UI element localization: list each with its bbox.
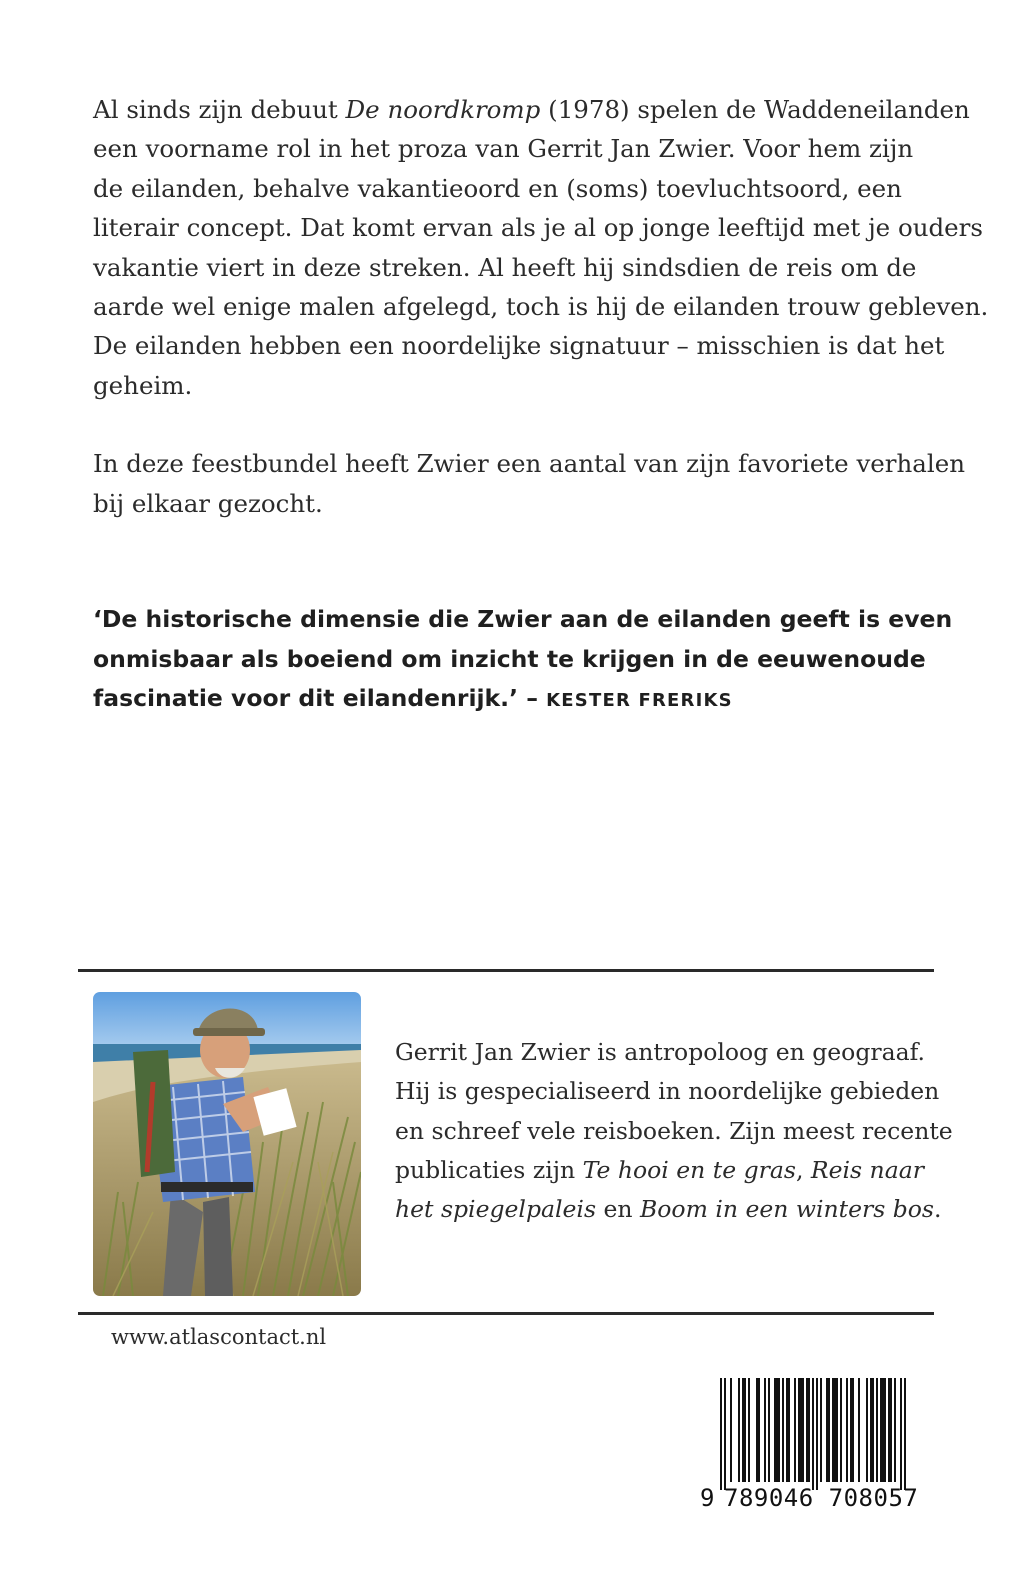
author-photo-illustration: [93, 992, 361, 1296]
divider-top: [78, 969, 934, 972]
barcode-bar: [816, 1378, 818, 1490]
barcode-bar: [840, 1378, 842, 1482]
blurb-line: een voorname rol in het proza van Gerrit Jan Zwier. Voor hem zijn: [93, 134, 914, 164]
barcode-bar: [870, 1378, 874, 1482]
barcode-bar: [806, 1378, 810, 1482]
barcode-bar: [742, 1378, 746, 1482]
book-title-de-noordkromp: De noordkromp: [345, 95, 541, 124]
barcode-bar: [738, 1378, 740, 1482]
isbn-first-digit: 9: [700, 1484, 715, 1512]
barcode-bar: [894, 1378, 896, 1482]
blurb-line: bij elkaar gezocht.: [93, 488, 323, 518]
blurb-line: de eilanden, behalve vakantieoord en (soms) toevluchtsoord, een: [93, 173, 902, 203]
author-bio: [395, 1033, 955, 1229]
barcode-bar: [880, 1378, 886, 1482]
barcode-bar: [846, 1378, 848, 1482]
blurb-line: Al sinds zijn debuut De noordkromp (1978) spelen de Waddeneilanden: [93, 95, 970, 124]
barcode-bar: [730, 1378, 732, 1482]
book-title-te-hooi-en-te-gras: Te hooi en te gras: [582, 1155, 796, 1184]
book-title-reis-naar-part2: het spiegelpaleis: [395, 1195, 597, 1224]
blurb-line: geheim.: [93, 370, 193, 400]
isbn-digits: 789046 708057: [724, 1484, 919, 1512]
bio-line: Hij is gespecialiseerd in noordelijke gebieden: [395, 1077, 940, 1106]
review-quote: [93, 600, 973, 721]
quote-line: fascinatie voor dit eilandenrijk.’ – KESTER FRERIKS: [93, 684, 733, 712]
blurb-line: In deze feestbundel heeft Zwier een aantal van zijn favoriete verhalen: [93, 449, 966, 479]
publisher-website[interactable]: www.atlascontact.nl: [111, 1325, 327, 1349]
barcode-bar: [826, 1378, 830, 1482]
barcode-bar: [858, 1378, 860, 1482]
barcode-bar: [900, 1378, 902, 1490]
barcode-bar: [756, 1378, 760, 1482]
barcode-bar: [888, 1378, 892, 1482]
bio-line: en schreef vele reisboeken. Zijn meest recente: [395, 1116, 953, 1145]
barcode-bar: [786, 1378, 790, 1482]
book-title-boom-in-een-winters-bos: Boom in een winters bos: [640, 1195, 934, 1224]
barcode-bar: [724, 1378, 726, 1490]
barcode-bar: [774, 1378, 780, 1482]
barcode-bar: [876, 1378, 878, 1482]
barcode-bars: [720, 1378, 924, 1490]
blurb-line: De eilanden hebben een noordelijke signatuur – misschien is dat het: [93, 331, 945, 361]
bio-line: publicaties zijn Te hooi en te gras, Reis naar: [395, 1155, 924, 1184]
barcode-bar: [812, 1378, 814, 1490]
barcode-bar: [794, 1378, 796, 1482]
quote-line: ‘De historische dimensie die Zwier aan de eilanden geeft is even: [93, 605, 953, 633]
blurb-paragraph-2: [93, 444, 966, 523]
barcode-bar: [720, 1378, 722, 1490]
isbn-barcode: [700, 1378, 928, 1518]
barcode-bar: [904, 1378, 906, 1490]
barcode-bar: [768, 1378, 770, 1482]
blurb-line: vakantie viert in deze streken. Al heeft hij sindsdien de reis om de: [93, 252, 917, 282]
quote-line: onmisbaar als boeiend om inzicht te krijgen in de eeuwenoude: [93, 644, 926, 673]
blurb-paragraph-1: [93, 90, 989, 405]
barcode-bar: [764, 1378, 766, 1482]
book-title-reis-naar-part1: Reis naar: [810, 1155, 924, 1184]
divider-bottom: [78, 1312, 934, 1315]
barcode-bar: [832, 1378, 838, 1482]
barcode-bar: [782, 1378, 784, 1482]
blurb-text: [93, 90, 989, 523]
bio-line: Gerrit Jan Zwier is antropoloog en geograaf.: [395, 1038, 925, 1066]
barcode-bar: [798, 1378, 804, 1482]
blurb-line: literair concept. Dat komt ervan als je al op jonge leeftijd met je ouders: [93, 213, 983, 243]
author-photo: [93, 992, 361, 1296]
barcode-bar: [820, 1378, 822, 1482]
bio-line: het spiegelpaleis en Boom in een winters bos.: [395, 1195, 942, 1224]
quote-attribution: KESTER FRERIKS: [546, 690, 733, 711]
barcode-bar: [866, 1378, 868, 1482]
barcode-bar: [850, 1378, 854, 1482]
blurb-line: aarde wel enige malen afgelegd, toch is hij de eilanden trouw gebleven.: [93, 292, 989, 322]
barcode-bar: [748, 1378, 750, 1482]
